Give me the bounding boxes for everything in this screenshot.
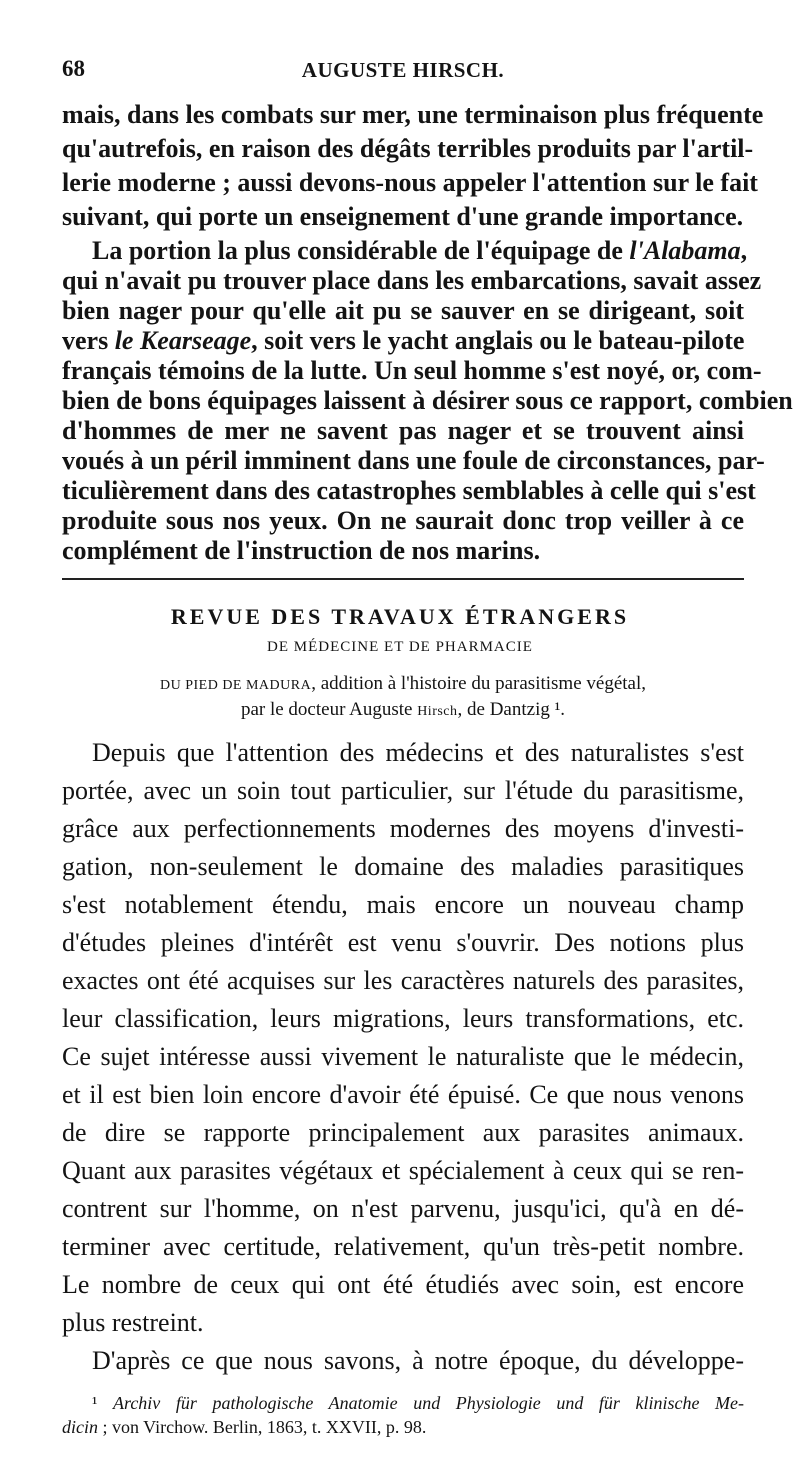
article-title: DU PIED DE MADURA, addition à l'histoire du parasitisme végétal, — [159, 673, 647, 694]
text-line: exactes ont été acquises sur les caractères naturels des parasites, — [62, 966, 744, 995]
text-line: plus restreint. — [62, 1308, 204, 1337]
text-line: leur classification, leurs migrations, leurs transformations, etc. — [62, 1004, 744, 1033]
text-line: terminer avec certitude, relativement, qu'un très-petit nombre. — [62, 1232, 744, 1261]
text-line: D'après ce que nous savons, à notre époque, du développe- — [92, 1346, 744, 1375]
text-line: d'études pleines d'intérêt est venu s'ouvrir. Des notions plus — [62, 928, 744, 957]
text-line: La portion la plus considérable de l'équipage de l'Alabama, — [92, 236, 748, 265]
running-title: AUGUSTE HIRSCH. — [301, 58, 505, 82]
text-line: complément de l'instruction de nos marins. — [62, 536, 541, 565]
text-line: Le nombre de ceux qui ont été étudiés avec soin, est encore — [62, 1270, 744, 1299]
text-line: suivant, qui porte un enseignement d'une grande importance. — [62, 202, 744, 231]
text-line: voués à un péril imminent dans une foule de circonstances, par- — [62, 446, 765, 475]
section-title: REVUE DES TRAVAUX ÉTRANGERS — [170, 604, 630, 629]
section-subtitle: DE MÉDECINE ET DE PHARMACIE — [267, 639, 533, 655]
text-line: et il est bien loin encore d'avoir été épuisé. Ce que nous venons — [62, 1080, 744, 1109]
text-line: lerie moderne ; aussi devons-nous appeler l'attention sur le fait — [62, 168, 758, 197]
text-line: ticulièrement dans des catastrophes semblables à celle qui s'est — [62, 476, 756, 505]
text-line: qui n'avait pu trouver place dans les embarcations, savait assez — [62, 266, 762, 295]
text-line: s'est notablement étendu, mais encore un nouveau champ — [62, 890, 744, 919]
section-divider — [62, 578, 744, 580]
text-line: grâce aux perfectionnements modernes des moyens d'investi- — [62, 814, 744, 843]
text-line: produite sous nos yeux. On ne saurait donc trop veiller à ce — [62, 506, 744, 535]
text-line: qu'autrefois, en raison des dégâts terribles produits par l'artil- — [62, 134, 754, 163]
text-line: français témoins de la lutte. Un seul homme s'est noyé, or, com- — [62, 356, 762, 385]
text-line: bien de bons équipages laissent à désirer sous ce rapport, combien — [62, 386, 793, 415]
footnote-line: dicin ; von Virchow. Berlin, 1863, t. XXVII, p. 98. — [62, 1417, 427, 1437]
text-line: bien nager pour qu'elle ait pu se sauver en se dirigeant, soit — [62, 296, 744, 325]
ship-name-alabama: l'Alabama — [629, 236, 741, 265]
text-line: d'hommes de mer ne savent pas nager et se trouvent ainsi — [62, 416, 744, 445]
running-head — [62, 56, 744, 86]
text-line: Quant aux parasites végétaux et spécialement à ceux qui se ren- — [62, 1156, 744, 1185]
text-line: Ce sujet intéresse aussi vivement le naturaliste que le médecin, — [62, 1042, 744, 1071]
ship-name-kearseage: le Kearseage — [114, 326, 252, 355]
text-line: portée, avec un soin tout particulier, sur l'étude du parasitisme, — [62, 776, 744, 805]
page-number: 68 — [62, 56, 85, 81]
text-line: de dire se rapporte principalement aux parasites animaux. — [62, 1118, 744, 1147]
article-byline: par le docteur Auguste Hirsch, de Dantzig ¹. — [240, 699, 566, 720]
text-line: gation, non-seulement le domaine des maladies parasitiques — [62, 852, 744, 881]
text-line: mais, dans les combats sur mer, une terminaison plus fréquente — [62, 100, 764, 129]
footnote-line: ¹ Archiv für pathologische Anatomie und Physiologie und für klinische Me- — [92, 1393, 745, 1413]
text-line: vers le Kearseage, soit vers le yacht anglais ou le bateau-pilote — [62, 326, 745, 355]
footnote-marker: ¹ — [92, 1393, 98, 1413]
text-line: Depuis que l'attention des médecins et des naturalistes s'est — [92, 738, 744, 767]
text-line: contrent sur l'homme, on n'est parvenu, jusqu'ici, qu'à en dé- — [62, 1194, 744, 1223]
